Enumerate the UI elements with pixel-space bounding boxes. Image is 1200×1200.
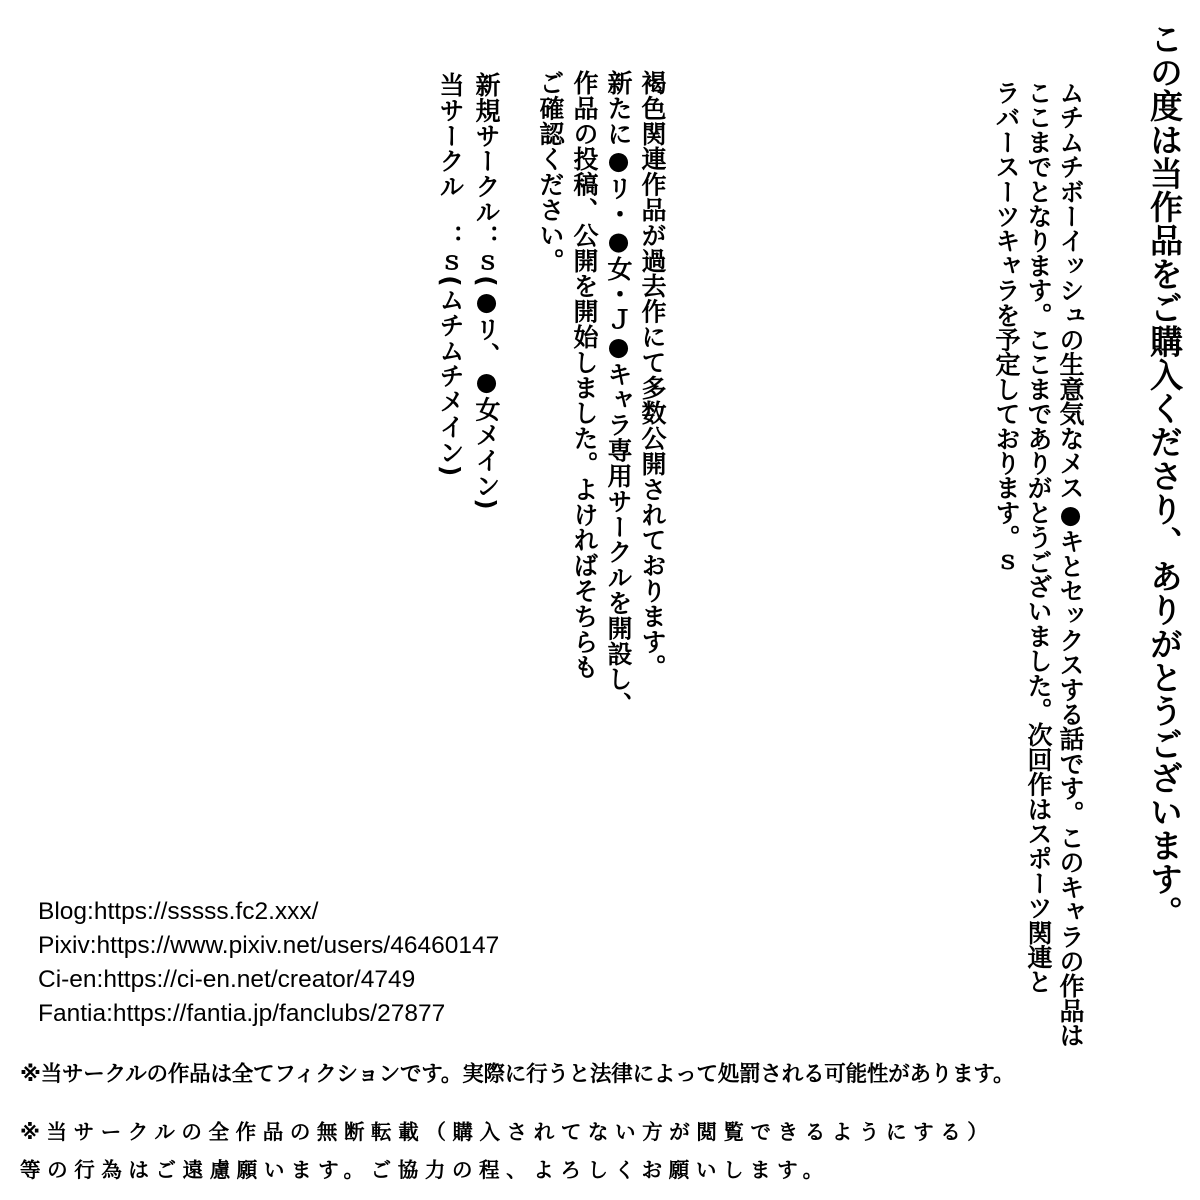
story-note-line: ムチムチボーイッシュの生意気なメス●キとセックスする話です。このキャラの作品は (1056, 80, 1085, 1048)
circle-current: 当サークル ：ｓ(ムチムチメイン) (436, 72, 465, 477)
reprint-notice-line: 等の行為はご遠慮願います。ご協力の程、よろしくお願いします。 (20, 1158, 830, 1182)
story-note-line: ここまでとなります。ここまでありがとうございました。次回作はスポーツ関連と (1024, 80, 1053, 994)
ci-en-link[interactable]: Ci-en:https://ci-en.net/creator/4749 (38, 966, 416, 993)
circle-list (432, 72, 504, 510)
related-works-note (533, 70, 669, 717)
story-note-line: ラバースーツキャラを予定しております。ｓ (992, 80, 1021, 575)
pixiv-link[interactable]: Pixiv:https://www.pixiv.net/users/46460147 (38, 932, 500, 959)
circle-new: 新規サークル：ｓ(●リ、●女メイン) (472, 72, 501, 511)
related-works-line: ご確認ください。 (536, 70, 565, 274)
fiction-notice: ※当サークルの作品は全てフィクションです。実際に行うと法律によって処罰される可能性があります。 (20, 1062, 1015, 1087)
story-note (990, 80, 1086, 1047)
reprint-notice (20, 1113, 994, 1189)
related-works-line: 作品の投稿、公開を開始しました。よければそちらも (570, 70, 599, 680)
thanks-message: この度は当作品をご購入くださり、ありがとうございます。 (1145, 22, 1184, 930)
link-list (38, 895, 499, 1031)
related-works-line: 褐色関連作品が過去作にて多数公開されております。 (638, 70, 667, 680)
fantia-link[interactable]: Fantia:https://fantia.jp/fanclubs/27877 (38, 1000, 446, 1027)
blog-link[interactable]: Blog:https://sssss.fc2.xxx/ (38, 898, 319, 925)
reprint-notice-line: ※当サークルの全作品の無断転載（購入されてない方が閲覧できるようにする） (20, 1120, 995, 1144)
related-works-line: 新たに●リ・●女・Ｊ●キャラ専用サークルを開設し、 (604, 70, 633, 717)
